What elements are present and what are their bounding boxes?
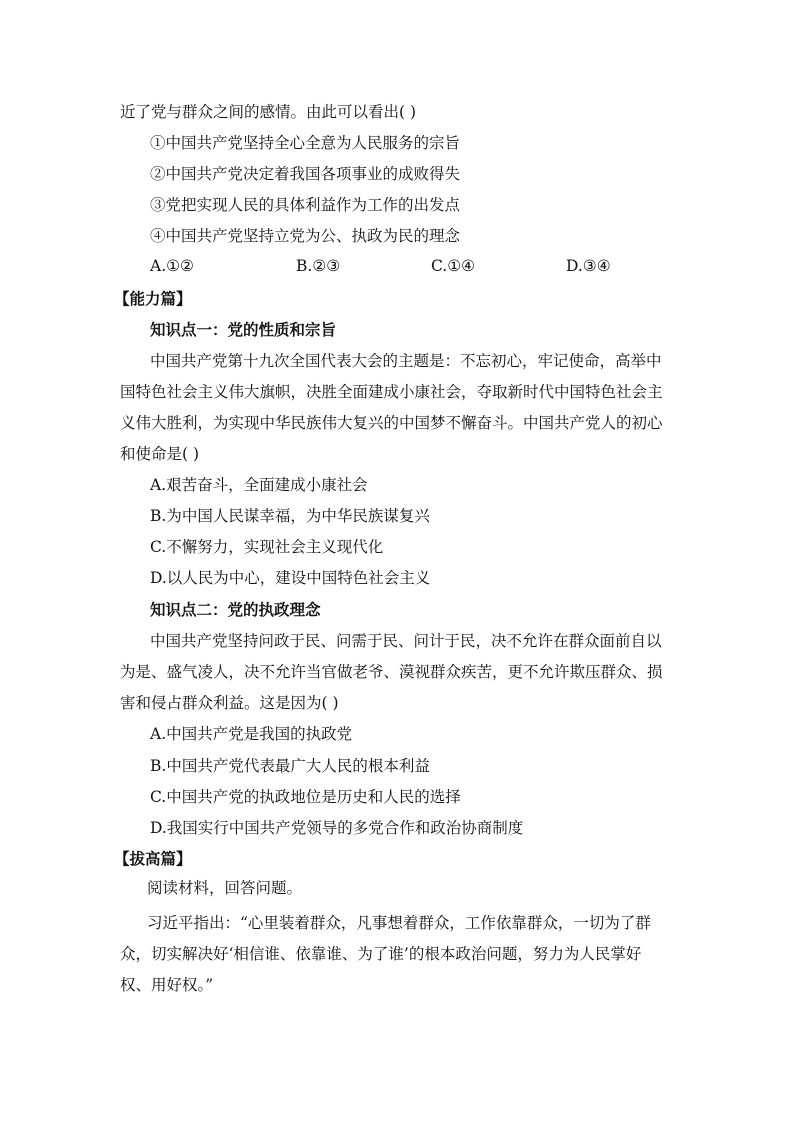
kp1-option-d: D.以人民为中心，建设中国特色社会主义: [150, 569, 431, 587]
kp1-title: 知识点一：党的性质和宗旨: [150, 320, 337, 339]
q1-option-d: D.③④: [566, 257, 611, 275]
kp1-option-a: A.艰苦奋斗，全面建成小康社会: [150, 476, 368, 494]
material-line-1: 习近平指出：“心里装着群众，凡事想着群众，工作依靠群众，一切为了群: [147, 914, 651, 932]
kp1-stem-line-3: 义伟大胜利，为实现中华民族伟大复兴的中国梦不懈奋斗。中国共产党人的初心: [120, 414, 663, 432]
kp2-option-d: D.我国实行中国共产党领导的多党合作和政治协商制度: [150, 819, 524, 837]
kp1-stem-line-1: 中国共产党第十九次全国代表大会的主题是：不忘初心，牢记使命，高举中: [150, 352, 662, 370]
kp1-option-c: C.不懈努力，实现社会主义现代化: [150, 538, 384, 556]
kp1-option-b: B.为中国人民谋幸福，为中华民族谋复兴: [150, 507, 430, 525]
q1-item-1: ①中国共产党坚持全心全意为人民服务的宗旨: [150, 134, 461, 152]
q1-item-4: ④中国共产党坚持立党为公、执政为民的理念: [150, 227, 461, 245]
kp2-option-c: C.中国共产党的执政地位是历史和人民的选择: [150, 788, 461, 806]
reading-intro: 阅读材料，回答问题。: [147, 879, 303, 897]
kp2-option-a: A.中国共产党是我国的执政党: [150, 725, 353, 743]
kp2-option-b: B.中国共产党代表最广大人民的根本利益: [150, 757, 430, 775]
q1-option-a: A.①②: [150, 257, 194, 275]
q1-options: [150, 257, 650, 277]
kp1-stem-line-2: 国特色社会主义伟大旗帜，决胜全面建成小康社会，夺取新时代中国特色社会主: [120, 383, 663, 401]
kp2-stem-line-3: 害和侵占群众利益。这是因为( ): [120, 694, 339, 712]
kp2-stem-line-2: 为是、盛气凌人，决不允许当官做老爷、漠视群众疾苦，更不允许欺压群众、损: [120, 663, 663, 681]
q1-option-c: C.①④: [431, 257, 476, 275]
q1-item-2: ②中国共产党决定着我国各项事业的成败得失: [150, 165, 461, 183]
material-line-3: 权、用好权。”: [120, 976, 214, 994]
section-heading-advanced: 【拔高篇】: [114, 849, 192, 868]
q1-item-3: ③党把实现人民的具体利益作为工作的出发点: [150, 196, 461, 214]
kp2-title: 知识点二：党的执政理念: [150, 600, 321, 619]
q1-stem-tail: 近了党与群众之间的感情。由此可以看出( ): [120, 103, 417, 121]
q1-option-b: B.②③: [296, 257, 341, 275]
kp2-stem-line-1: 中国共产党坚持问政于民、问需于民、问计于民，决不允许在群众面前自以: [150, 632, 662, 650]
material-line-2: 众，切实解决好‘相信谁、依靠谁、为了谁’的根本政治问题，努力为人民掌好: [120, 945, 642, 963]
section-heading-ability: 【能力篇】: [114, 289, 192, 308]
kp1-stem-line-4: 和使命是( ): [120, 445, 200, 463]
